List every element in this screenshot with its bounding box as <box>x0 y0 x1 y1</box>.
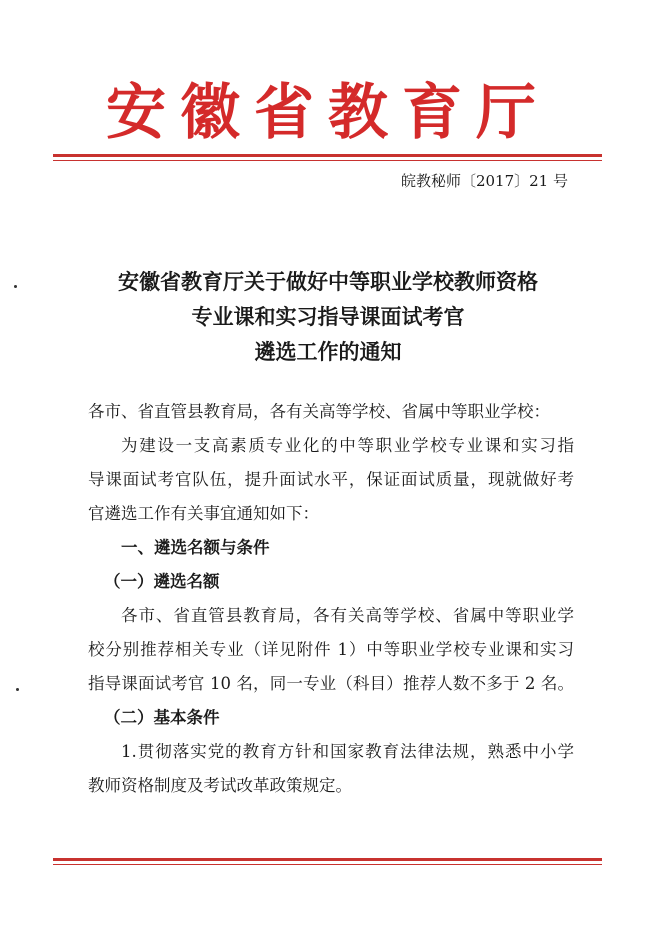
paragraph-line: 各市、省直管县教育局，各有关高等学校、省属中等职业学 <box>121 606 574 625</box>
rule-thick <box>53 154 602 157</box>
scan-speck <box>14 285 17 288</box>
rule-thin <box>53 160 602 161</box>
paragraph-line: 教师资格制度及考试改革政策规定。 <box>88 776 352 795</box>
document-number: 皖教秘师〔2017〕21 号 <box>400 172 568 190</box>
paragraph-line: 导课面试考官队伍，提升面试水平，保证面试质量，现就做好考 <box>88 470 574 489</box>
footer-rule <box>53 858 602 865</box>
title-line: 专业课和实习指导课面试考官 <box>191 304 465 329</box>
paragraph-line: 指导课面试考官 10 名，同一专业（科目）推荐人数不多于 2 名。 <box>88 674 574 693</box>
paragraph-line: 为建设一支高素质专业化的中等职业学校专业课和实习指 <box>121 436 574 455</box>
addressee: 各市、省直管县教育局，各有关高等学校、省属中等职业学校： <box>88 402 550 421</box>
section-heading: 一、遴选名额与条件 <box>121 538 270 557</box>
subsection-heading: （一）遴选名额 <box>104 572 220 591</box>
title-line: 遴选工作的通知 <box>254 339 402 364</box>
rule-thick <box>53 858 602 861</box>
letterhead-top-rule <box>53 154 602 161</box>
scan-speck <box>16 688 19 691</box>
rule-thin <box>53 864 602 865</box>
subsection-heading: （二）基本条件 <box>104 708 220 727</box>
paragraph-line: 官遴选工作有关事宜通知如下： <box>88 504 319 523</box>
letterhead-title: 安徽省教育厅 <box>106 78 550 148</box>
title-line: 安徽省教育厅关于做好中等职业学校教师资格 <box>118 269 538 294</box>
paragraph-line: 1.贯彻落实党的教育方针和国家教育法律法规，熟悉中小学 <box>121 742 574 761</box>
document-title <box>40 264 616 369</box>
paragraph-line: 校分别推荐相关专业（详见附件 1）中等职业学校专业课和实习 <box>88 640 574 659</box>
document-body <box>88 395 574 803</box>
